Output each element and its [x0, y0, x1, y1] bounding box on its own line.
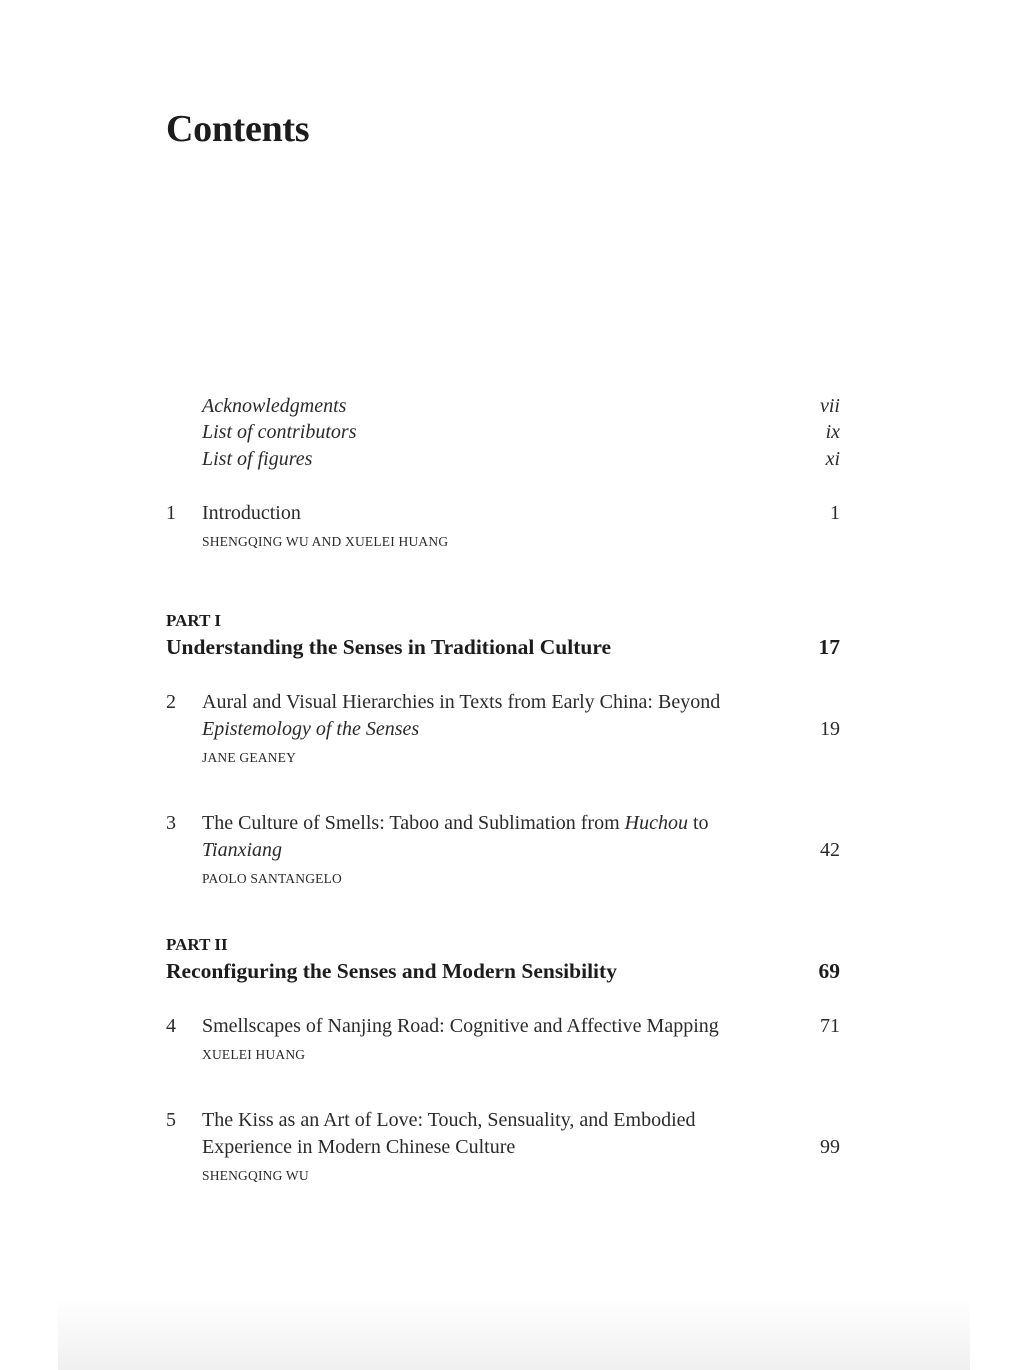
title-italic-term: Huchou	[624, 812, 688, 834]
chapter-number: 3	[166, 812, 176, 834]
part-title[interactable]: Reconfiguring the Senses and Modern Sensibility	[166, 959, 617, 983]
chapter-author: XUELEI HUANG	[202, 1047, 306, 1062]
title-text: The Culture of Smells: Taboo and Sublimation from	[202, 812, 625, 834]
page-title: Contents	[166, 108, 310, 150]
part-page: 17	[818, 635, 840, 659]
toc-page-introduction: 1	[830, 502, 840, 524]
toc-entry-chapter-3-line2[interactable]: Tianxiang	[202, 839, 283, 861]
toc-entry-chapter-3-line1[interactable]	[202, 812, 709, 835]
toc-page-contributors: ix	[825, 421, 840, 443]
chapter-author: PAOLO SANTANGELO	[202, 871, 342, 886]
chapter-number: 4	[166, 1015, 176, 1037]
toc-page-chapter-4: 71	[820, 1015, 840, 1037]
toc-entry-figures[interactable]: List of figures	[202, 448, 313, 470]
toc-entry-chapter-4[interactable]: Smellscapes of Nanjing Road: Cognitive and Affective Mapping	[202, 1015, 719, 1037]
toc-entry-acknowledgments[interactable]: Acknowledgments	[202, 395, 347, 417]
toc-page-figures: xi	[825, 448, 840, 470]
toc-entry-introduction[interactable]: Introduction	[202, 502, 301, 524]
toc-entry-chapter-2-line2[interactable]: Epistemology of the Senses	[202, 718, 420, 740]
chapter-author: SHENGQING WU AND XUELEI HUANG	[202, 534, 449, 549]
chapter-number: 5	[166, 1109, 176, 1131]
toc-page-acknowledgments: vii	[820, 395, 840, 417]
part-title[interactable]: Understanding the Senses in Traditional Culture	[166, 635, 612, 659]
chapter-number: 1	[166, 502, 176, 524]
toc-page-chapter-5: 99	[820, 1136, 840, 1158]
toc-page-chapter-2: 19	[820, 718, 840, 740]
part-page: 69	[818, 959, 840, 983]
toc-entry-chapter-5-line1[interactable]: The Kiss as an Art of Love: Touch, Sensuality, and Embodied	[202, 1109, 696, 1131]
title-text: to	[687, 812, 709, 834]
part-label: PART II	[166, 935, 228, 954]
toc-entry-chapter-2-line1[interactable]: Aural and Visual Hierarchies in Texts from Early China: Beyond	[202, 691, 721, 713]
chapter-number: 2	[166, 691, 176, 713]
chapter-author: SHENGQING WU	[202, 1168, 309, 1183]
toc-entry-chapter-5-line2[interactable]: Experience in Modern Chinese Culture	[202, 1136, 516, 1158]
chapter-author: JANE GEANEY	[202, 750, 297, 765]
toc-entry-contributors[interactable]: List of contributors	[202, 421, 357, 443]
toc-page-chapter-3: 42	[820, 839, 840, 861]
part-label: PART I	[166, 611, 221, 630]
